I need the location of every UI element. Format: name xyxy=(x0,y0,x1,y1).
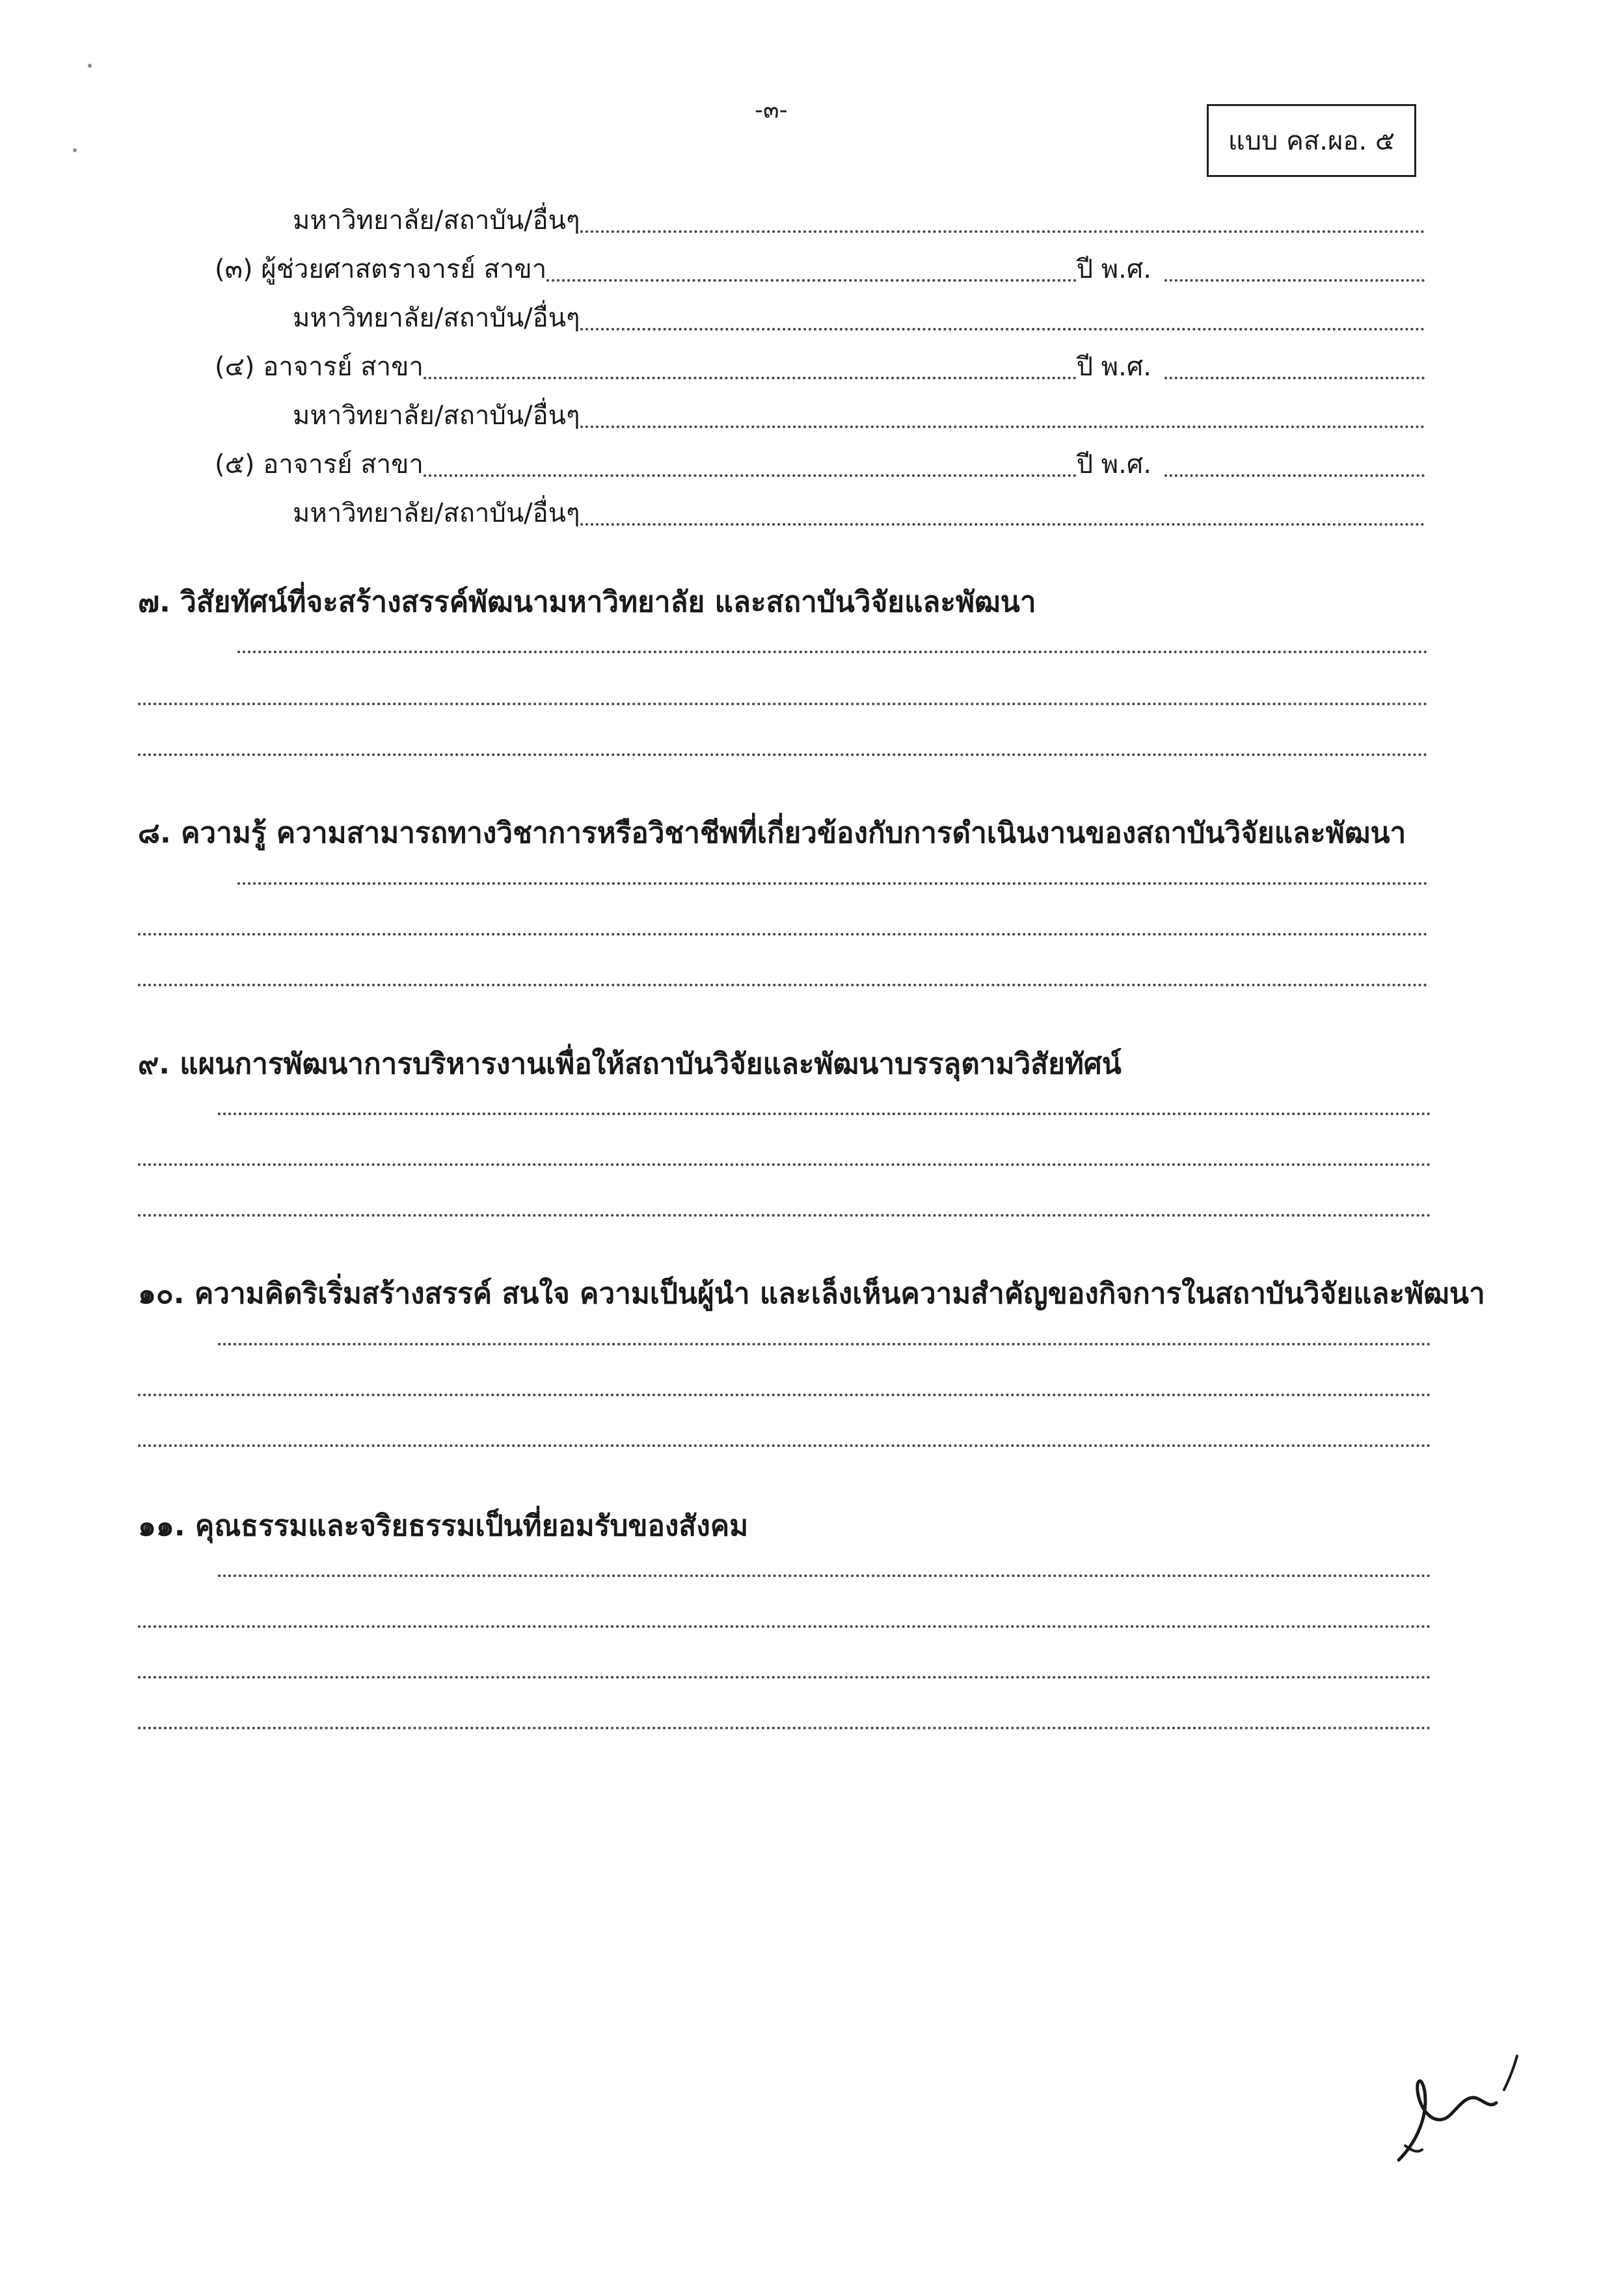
institution-label: มหาวิทยาลัย/สถาบัน/อื่นๆ xyxy=(293,498,580,528)
field-blank[interactable] xyxy=(546,279,1077,282)
form-code: แบบ คส.ผอ. ๕ xyxy=(1228,126,1395,156)
position-line-5 xyxy=(215,446,1425,485)
answer-line[interactable] xyxy=(138,753,1428,756)
section-heading-8: ๘. ความรู้ ความสามารถทางวิชาการหรือวิชาชีพที่เกี่ยวข้องกับการดำเนินงานของสถาบันวิจัยและพัฒนา xyxy=(138,817,1406,850)
answer-line[interactable] xyxy=(138,1676,1431,1679)
answer-line[interactable] xyxy=(237,651,1428,653)
field-blank[interactable] xyxy=(424,377,1077,379)
section-heading-7: ๗. วิสัยทัศน์ที่จะสร้างสรรค์พัฒนามหาวิทยาลัย และสถาบันวิจัยและพัฒนา xyxy=(138,586,1036,619)
answer-line[interactable] xyxy=(138,933,1428,936)
institution-label: มหาวิทยาลัย/สถาบัน/อื่นๆ xyxy=(293,206,580,236)
position-title: (๕) อาจารย์ สาขา xyxy=(215,450,424,479)
answer-line[interactable] xyxy=(138,1625,1431,1628)
answer-line[interactable] xyxy=(138,1214,1431,1217)
page-number: -๓- xyxy=(755,97,788,124)
institution-label: มหาวิทยาลัย/สถาบัน/อื่นๆ xyxy=(293,303,580,333)
institution-line-3 xyxy=(293,299,1425,338)
form-code-box xyxy=(1207,104,1416,177)
answer-line[interactable] xyxy=(138,1727,1431,1729)
year-blank[interactable] xyxy=(1164,377,1425,379)
position-title: (๓) ผู้ช่วยศาสตราจารย์ สาขา xyxy=(215,254,547,284)
institution-blank[interactable] xyxy=(580,523,1425,526)
scan-speck xyxy=(88,64,92,68)
answer-line[interactable] xyxy=(237,882,1428,885)
position-line-3 xyxy=(215,250,1425,290)
institution-blank[interactable] xyxy=(580,230,1425,233)
year-label: ปี พ.ศ. xyxy=(1076,254,1151,284)
answer-line[interactable] xyxy=(138,1394,1431,1396)
institution-line-5 xyxy=(293,494,1425,533)
answer-line[interactable] xyxy=(218,1113,1431,1115)
answer-line[interactable] xyxy=(218,1343,1431,1345)
field-blank[interactable] xyxy=(424,474,1077,477)
institution-blank[interactable] xyxy=(580,425,1425,428)
institution-label: มหาวิทยาลัย/สถาบัน/อื่นๆ xyxy=(293,401,580,431)
answer-line[interactable] xyxy=(218,1574,1431,1577)
institution-line-4 xyxy=(293,397,1425,436)
scan-speck xyxy=(73,148,77,152)
position-line-4 xyxy=(215,348,1425,387)
position-title: (๔) อาจารย์ สาขา xyxy=(215,352,424,382)
institution-blank[interactable] xyxy=(580,328,1425,331)
answer-line[interactable] xyxy=(138,984,1428,986)
year-blank[interactable] xyxy=(1164,279,1425,282)
answer-line[interactable] xyxy=(138,1444,1431,1447)
section-heading-11: ๑๑. คุณธรรมและจริยธรรมเป็นที่ยอมรับของสังคม xyxy=(138,1509,749,1543)
section-heading-10: ๑๐. ความคิดริเริ่มสร้างสรรค์ สนใจ ความเป็นผู้นำ และเล็งเห็นความสำคัญของกิจการในสถาบันวิจัยและพัฒนา xyxy=(138,1277,1485,1310)
institution-line-2 xyxy=(293,202,1425,241)
year-label: ปี พ.ศ. xyxy=(1076,450,1151,479)
signature xyxy=(1379,2030,1529,2173)
year-label: ปี พ.ศ. xyxy=(1076,352,1151,382)
section-heading-9: ๙. แผนการพัฒนาการบริหารงานเพื่อให้สถาบันวิจัยและพัฒนาบรรลุตามวิสัยทัศน์ xyxy=(138,1047,1122,1081)
answer-line[interactable] xyxy=(138,1163,1431,1166)
answer-line[interactable] xyxy=(138,703,1428,705)
year-blank[interactable] xyxy=(1164,474,1425,477)
